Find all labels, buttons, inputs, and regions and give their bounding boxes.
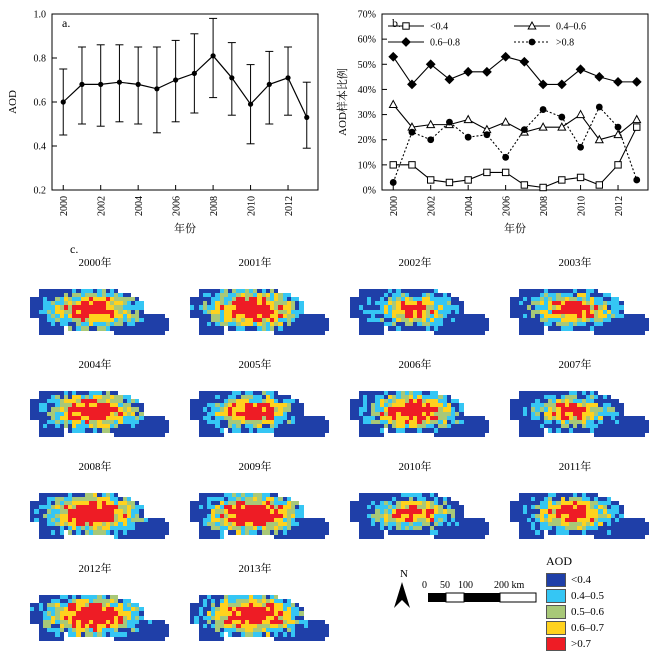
map-title: 2003年 — [558, 257, 592, 269]
legend-swatch — [546, 573, 566, 587]
scale-bar-label: 0 — [422, 580, 427, 591]
map-panel — [20, 254, 170, 352]
panel-c-label: c. — [70, 242, 79, 256]
panel-b-xlabel: 年份 — [504, 223, 526, 235]
legend-item — [546, 573, 656, 587]
panel-a-label: a. — [62, 16, 71, 30]
panel-b-frame — [382, 14, 648, 190]
panel-b-ytick: 0% — [362, 185, 376, 197]
legend-swatch — [546, 621, 566, 635]
panel-a-ytick: 0.4 — [33, 141, 46, 153]
panel-b-series — [390, 104, 640, 186]
panel-a-frame — [52, 14, 318, 190]
panel-b-ytick: 50% — [357, 59, 376, 71]
north-arrow-label: N — [400, 568, 408, 580]
legend-label: 0.4–0.5 — [571, 590, 604, 602]
panel-b-legend-label: >0.8 — [556, 37, 575, 49]
legend-label: >0.7 — [571, 638, 591, 650]
panel-b-legend-label: 0.6–0.8 — [430, 37, 460, 49]
panel-a-xtick: 2000 — [59, 196, 71, 216]
map-raster — [180, 374, 330, 452]
map-pixel — [220, 331, 224, 335]
panel-b-xtick: 2002 — [426, 196, 438, 216]
panel-a-point — [98, 82, 103, 87]
map-pixel — [60, 433, 64, 437]
map-title: 2012年 — [78, 563, 112, 575]
legend-items — [546, 573, 656, 651]
legend-swatch — [546, 637, 566, 651]
map-title: 2010年 — [398, 461, 432, 473]
north-arrow — [390, 568, 418, 610]
panel-b-svg — [330, 0, 660, 235]
map-panel — [180, 458, 330, 556]
map-pixel — [165, 530, 169, 534]
panel-b-ylabel: AOD样本比例 — [337, 68, 349, 136]
map-pixel — [540, 433, 544, 437]
map-pixel — [540, 535, 544, 539]
map-pixel — [645, 326, 649, 330]
map-pixel — [485, 428, 489, 432]
north-arrow-icon — [390, 580, 414, 610]
panel-a-point — [61, 99, 66, 104]
panel-b-xtick: 2006 — [501, 196, 513, 216]
panel-a-point — [210, 53, 215, 58]
map-raster — [20, 374, 170, 452]
map-pixel — [60, 637, 64, 641]
map-title: 2005年 — [238, 359, 272, 371]
panel-b-xtick: 2010 — [576, 196, 588, 216]
map-pixel — [480, 535, 484, 539]
map-panel — [180, 356, 330, 454]
map-raster — [340, 374, 490, 452]
map-raster — [180, 578, 330, 656]
panel-a-ytick: 1.0 — [33, 9, 46, 21]
legend-item — [546, 621, 656, 635]
map-pixel — [480, 433, 484, 437]
panel-a-point — [285, 75, 290, 80]
map-pixel — [165, 428, 169, 432]
panel-b-legend — [388, 22, 586, 49]
map-raster — [340, 272, 490, 350]
map-pixel — [320, 535, 324, 539]
map-raster — [500, 476, 650, 554]
map-pixel — [325, 632, 329, 636]
panel-b-ytick: 70% — [357, 9, 376, 21]
panel-b-series — [389, 101, 640, 143]
panel-a-ytick: 0.8 — [33, 53, 46, 65]
map-title: 2000年 — [78, 257, 112, 269]
map-pixel — [325, 530, 329, 534]
panel-b-xtick: 2012 — [614, 196, 626, 216]
map-raster — [500, 374, 650, 452]
map-panel — [20, 560, 170, 658]
panel-a-svg — [0, 0, 330, 235]
panel-a-xtick: 2008 — [209, 196, 221, 216]
panel-a-xtick: 2006 — [171, 196, 183, 216]
panel-a-point — [117, 80, 122, 85]
map-pixel — [480, 331, 484, 335]
map-pixel — [320, 331, 324, 335]
scale-bar-label: 100 — [458, 580, 473, 591]
map-panel — [20, 356, 170, 454]
panel-c-map-grid — [0, 228, 660, 658]
scale-bar-icon — [428, 593, 540, 603]
legend-label: <0.4 — [571, 574, 591, 586]
map-panel — [20, 458, 170, 556]
panel-a-xtick: 2004 — [134, 196, 146, 216]
map-panel — [180, 560, 330, 658]
map-pixel — [320, 637, 324, 641]
map-raster — [20, 578, 170, 656]
legend-title: AOD — [546, 554, 572, 568]
map-raster — [340, 476, 490, 554]
panel-b-legend-label: <0.4 — [430, 21, 449, 33]
panel-b-series — [390, 124, 640, 191]
legend-item — [546, 605, 656, 619]
legend-swatch — [546, 589, 566, 603]
panel-b-ytick: 40% — [357, 84, 376, 96]
map-raster — [20, 272, 170, 350]
map-panel — [340, 254, 490, 352]
map-title: 2007年 — [558, 359, 592, 371]
map-pixel — [380, 535, 384, 539]
map-pixel — [485, 530, 489, 534]
map-title: 2009年 — [238, 461, 272, 473]
map-title: 2008年 — [78, 461, 112, 473]
map-title: 2004年 — [78, 359, 112, 371]
scale-bar-label: 50 — [440, 580, 450, 591]
panel-a-xtick: 2012 — [284, 196, 296, 216]
map-panel — [500, 458, 650, 556]
panel-a-point — [248, 102, 253, 107]
map-pixel — [160, 535, 164, 539]
map-pixel — [640, 433, 644, 437]
map-raster — [500, 272, 650, 350]
map-pixel — [165, 326, 169, 330]
panel-b-ytick: 30% — [357, 110, 376, 122]
map-pixel — [160, 637, 164, 641]
scale-bar-label: 200 km — [494, 580, 525, 591]
map-panel — [500, 356, 650, 454]
map-pixel — [540, 331, 544, 335]
map-pixel — [325, 326, 329, 330]
map-pixel — [640, 331, 644, 335]
map-panel — [500, 254, 650, 352]
panel-a-aod-timeseries — [0, 0, 330, 235]
map-title: 2013年 — [238, 563, 272, 575]
map-raster — [180, 476, 330, 554]
panel-b-xtick: 2004 — [464, 196, 476, 216]
panel-b-ytick: 20% — [357, 135, 376, 147]
panel-a-point — [304, 115, 309, 120]
map-pixel — [220, 433, 224, 437]
legend-label: 0.6–0.7 — [571, 622, 604, 634]
legend-item — [546, 637, 656, 651]
map-pixel — [325, 428, 329, 432]
panel-b-series — [389, 53, 641, 89]
legend-swatch — [546, 605, 566, 619]
panel-a-ylabel: AOD — [7, 90, 19, 114]
map-pixel — [220, 535, 224, 539]
panel-b-ytick: 10% — [357, 160, 376, 172]
panel-a-point — [229, 75, 234, 80]
map-pixel — [640, 535, 644, 539]
panel-a-xtick: 2002 — [96, 196, 108, 216]
map-raster — [180, 272, 330, 350]
panel-b-legend-label: 0.4–0.6 — [556, 21, 586, 33]
map-pixel — [60, 535, 64, 539]
panel-a-point — [173, 77, 178, 82]
map-title: 2001年 — [238, 257, 272, 269]
panel-a-xlabel: 年份 — [174, 223, 196, 235]
map-pixel — [160, 433, 164, 437]
panel-b-aod-proportion — [330, 0, 660, 235]
panel-a-ytick: 0.6 — [33, 97, 46, 109]
map-pixel — [160, 331, 164, 335]
map-title: 2002年 — [398, 257, 432, 269]
legend-label: 0.5–0.6 — [571, 606, 604, 618]
panel-a-xtick: 2010 — [246, 196, 258, 216]
panel-a-point — [154, 86, 159, 91]
panel-a-point — [79, 82, 84, 87]
map-pixel — [60, 331, 64, 335]
map-panel — [340, 458, 490, 556]
map-pixel — [380, 433, 384, 437]
map-raster — [20, 476, 170, 554]
map-panel — [180, 254, 330, 352]
panel-a-point — [192, 71, 197, 76]
map-title: 2006年 — [398, 359, 432, 371]
map-pixel — [645, 530, 649, 534]
map-legend — [546, 554, 656, 653]
panel-a-point — [267, 82, 272, 87]
map-pixel — [485, 326, 489, 330]
panel-b-label: b. — [392, 16, 401, 30]
panel-a-point — [136, 82, 141, 87]
map-pixel — [220, 637, 224, 641]
map-panel — [340, 356, 490, 454]
map-pixel — [645, 428, 649, 432]
scale-bar — [422, 580, 540, 603]
map-pixel — [165, 632, 169, 636]
panel-b-ytick: 60% — [357, 34, 376, 46]
map-title: 2011年 — [558, 461, 592, 473]
panel-b-xtick: 2000 — [389, 196, 401, 216]
map-pixel — [380, 331, 384, 335]
panel-a-ytick: 0.2 — [33, 185, 46, 197]
map-pixel — [320, 433, 324, 437]
panel-b-xtick: 2008 — [539, 196, 551, 216]
legend-item — [546, 589, 656, 603]
